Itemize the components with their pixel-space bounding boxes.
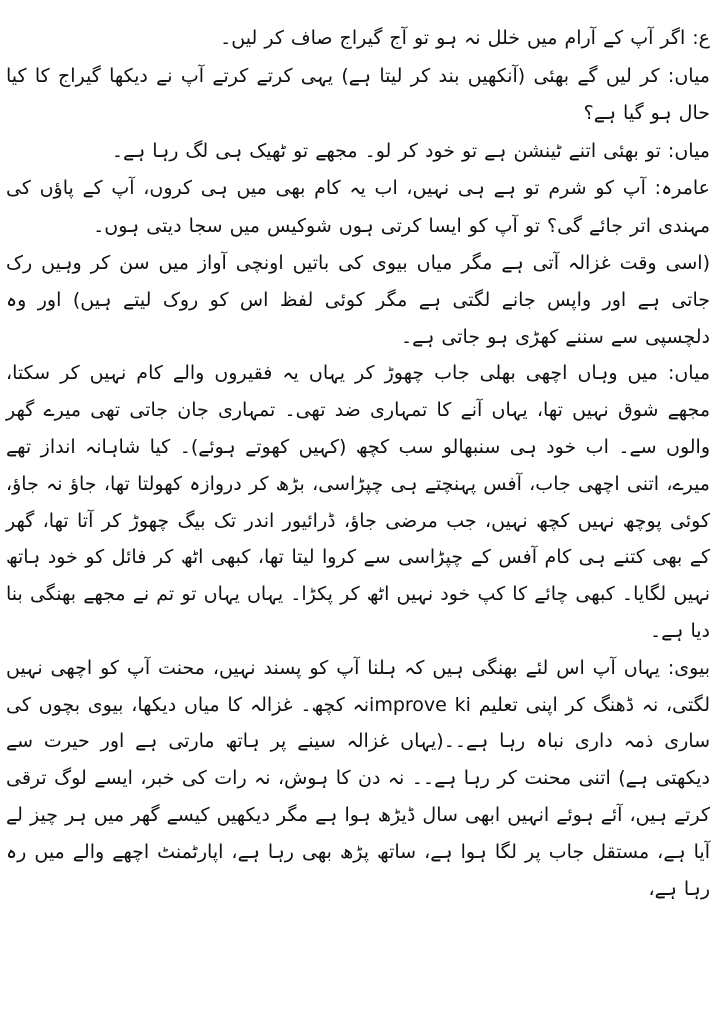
paragraph-5: (اسی وقت غزالہ آتی ہے مگر میاں بیوی کی باتیں اونچی آواز میں سن کر وہیں رک جاتی ہے اور واپس جانے لگتی ہے مگر کوئی لفظ اس کو روک لیتے ہیں) اور وہ دلچسپی سے سننے کھڑی ہو جاتی ہے۔: [6, 252, 710, 348]
paragraph-1: ع: اگر آپ کے آرام میں خلل نہ ہو تو آج گیراج صاف کر لیں۔: [220, 27, 710, 49]
paragraph-4: عامرہ: آپ کو شرم تو ہے ہی نہیں، اب یہ کام بھی میں ہی کروں، آپ کے پاؤں کی مہندی اتر جائے گی؟ تو آپ کو ایسا کرتی ہوں شوکیس میں سجا دیتی ہوں۔: [6, 177, 710, 237]
paragraph-2: میاں: کر لیں گے بھئی (آنکھیں بند کر لیتا ہے) یہی کرتے کرتے آپ نے دیکھا گیراج کا کیا حال ہو گیا ہے؟: [6, 64, 710, 124]
paragraph-7: بیوی: یہاں آپ اس لئے بھنگی ہیں کہ ہلنا آپ کو پسند نہیں، محنت آپ کو اچھی نہیں لگتی، نہ ڈھنگ کر اپنی تعلیم improve kiنہ کچھ۔ غزالہ کا میاں دیکھا، بیوی بچوں کی ساری ذمہ داری نباہ رہا ہے۔۔(یہاں غزالہ سینے پر ہاتھ مارتی ہے اور حیرت سے دیکھتی ہے) اتنی محنت کر رہا ہے۔۔ نہ دن کا ہوش، نہ رات کی خبر، ایسے لوگ ترقی کرتے ہیں، آئے ہوئے انہیں ابھی سال ڈیڑھ ہوا ہے مگر دیکھیں کیسے گھر میں ہر چیز لے آیا ہے، مستقل جاب پر لگا ہوا ہے، ساتھ پڑھ بھی رہا ہے، اپارٹمنٹ اچھے والے میں رہ رہا ہے،: [6, 656, 711, 900]
urdu-text-body: [6, 20, 710, 907]
paragraph-3: میاں: تو بھئی اتنے ٹینشن ہے تو خود کر لو۔ مجھے تو ٹھیک ہی لگ رہا ہے۔: [111, 139, 710, 162]
paragraph-6: میاں: میں وہاں اچھی بھلی جاب چھوڑ کر یہاں یہ فقیروں والے کام نہیں کر سکتا، مجھے شوق نہیں تھا، یہاں آنے کا تمہاری ضد تھی۔ تمہاری جان جاتی تھی میرے گھر والوں سے۔ اب خود ہی سنبھالو سب کچھ (کہیں کھوتے ہوئے)۔ کیا شاہانہ انداز تھے میرے، اتنی اچھی جاب، آفس پہنچتے ہی چپڑاسی، بڑھ کر دروازہ کھولتا تھا، جاؤ نہ جاؤ، کوئی پوچھ نہیں کچھ نہیں، جب مرضی جاؤ، ڈرائیور اندر تک بیگ چھوڑ کر آتا تھا، گھر کے بھی کتنے ہی کام آفس کے چپڑاسی سے کروا لیتا تھا، کبھی اٹھ کر فائل کو خود ہاتھ نہیں لگایا۔ کبھی چائے کا کپ خود نہیں اٹھ کر پکڑا۔ یہاں یہاں تو تم نے مجھے بھنگی بنا دیا ہے۔: [6, 362, 710, 642]
